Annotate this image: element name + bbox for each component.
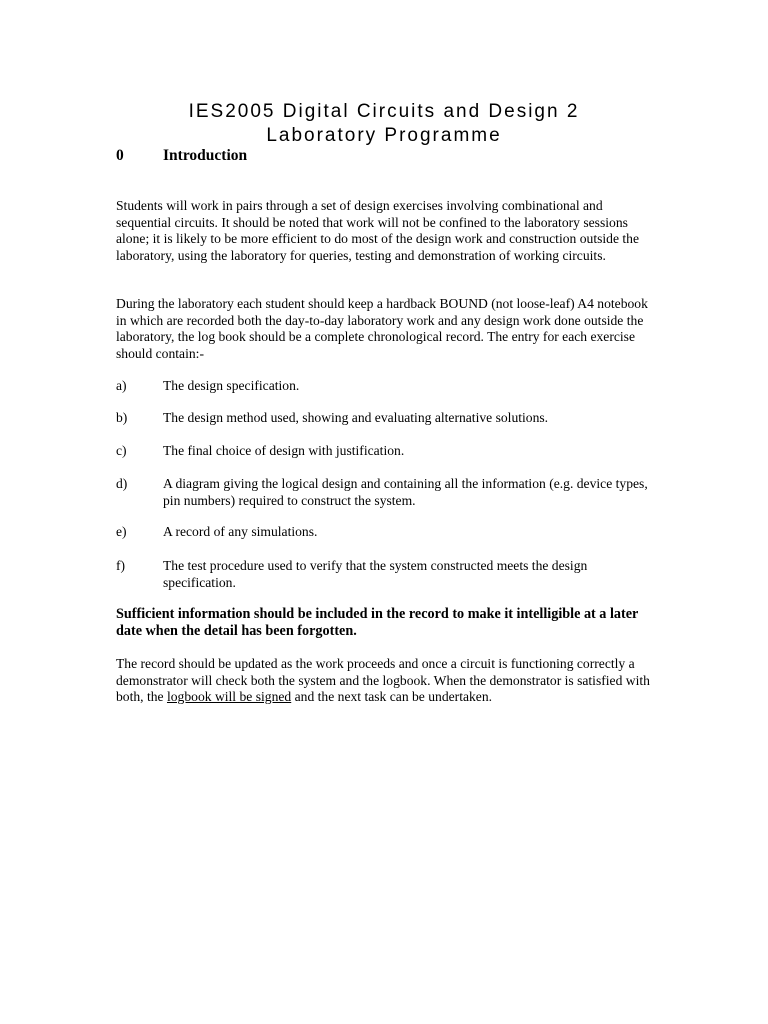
list-item-label: b) <box>116 410 128 425</box>
list-item <box>116 378 656 395</box>
logbook-paragraph: During the laboratory each student should keep a hardback BOUND (not loose-leaf) A4 notebook in which are recorded both the day-to-day laboratory work and any design work done outside the laboratory, the log book should be a complete chronological record. The entry for each exercise should contain:- <box>116 296 648 361</box>
list-item-label: f) <box>116 558 126 573</box>
list-item-label: a) <box>116 378 127 393</box>
list-item <box>116 476 656 509</box>
list-item-text: The design method used, showing and evaluating alternative solutions. <box>163 410 549 425</box>
list-item <box>116 410 656 427</box>
list-item <box>116 558 656 591</box>
list-item <box>116 524 656 541</box>
list-item-label: e) <box>116 524 127 539</box>
list-item-text: The design specification. <box>163 378 300 393</box>
list-item-label: c) <box>116 443 127 458</box>
section-number: 0 <box>116 147 124 164</box>
list-item-label: d) <box>116 476 128 491</box>
final-paragraph-start: The record should be updated as the work proceeds and once a circuit is functioning correctly a demonstrator will check both the system and the logbook. When the demonstrator is satisfied with both, the <box>116 656 650 704</box>
intro-paragraph: Students will work in pairs through a set of design exercises involving combinational and sequential circuits. It should be noted that work will not be confined to the laboratory sessions alone; it is likely to be more efficient to do most of the design work and construction outside the laboratory, using the laboratory for queries, testing and demonstration of working circuits. <box>116 198 640 263</box>
section-title: Introduction <box>163 147 248 164</box>
document-title-line-2: Laboratory Programme <box>266 125 502 146</box>
list-item <box>116 443 656 460</box>
final-paragraph-end: and the next task can be undertaken. <box>291 689 493 704</box>
emphasis-paragraph: Sufficient information should be included in the record to make it intelligible at a later date when the detail has been forgotten. <box>116 606 639 639</box>
final-paragraph <box>116 656 656 706</box>
list-item-text: A diagram giving the logical design and containing all the information (e.g. device types, pin numbers) required to construct the system. <box>163 476 648 508</box>
logbook-signed-phrase: logbook will be signed <box>166 689 292 704</box>
list-item-text: The final choice of design with justification. <box>163 443 405 458</box>
list-item-text: The test procedure used to verify that the system constructed meets the design specification. <box>163 558 588 590</box>
document-title-line-1: IES2005 Digital Circuits and Design 2 <box>188 101 580 122</box>
list-item-text: A record of any simulations. <box>163 524 318 539</box>
